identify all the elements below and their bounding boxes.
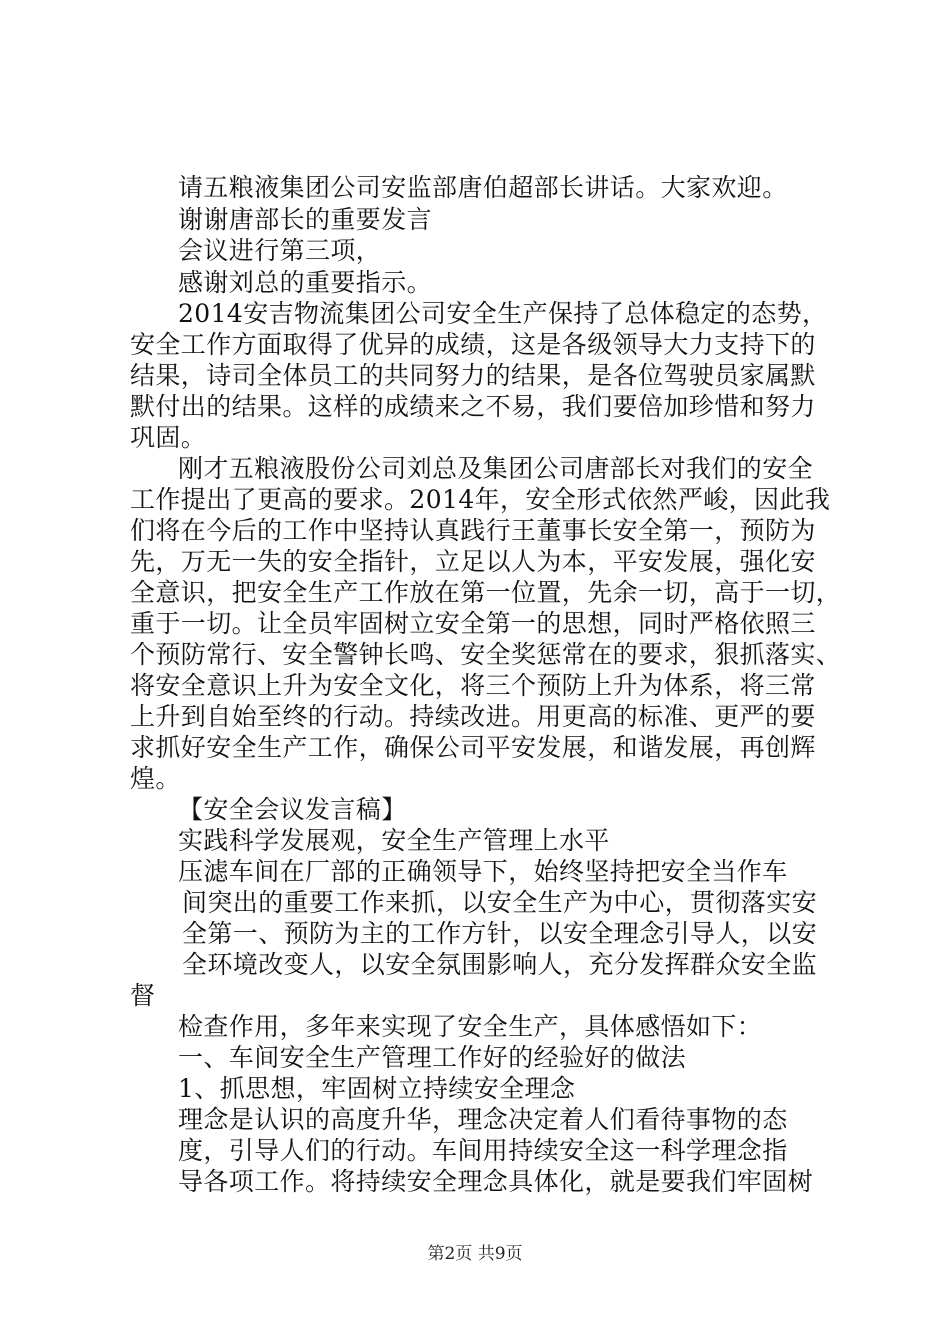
text-line: 结果，诗司全体员工的共同努力的结果，是各位驾驶员家属默 bbox=[130, 361, 816, 390]
text-line: 上升到自始至终的行动。持续改进。用更高的标准、更严的要 bbox=[130, 702, 816, 731]
text-line: 全第一、预防为主的工作方针，以安全理念引导人，以安 bbox=[182, 919, 818, 948]
page-number-footer: 第2页 共9页 bbox=[427, 1244, 523, 1264]
text-line: 工作提出了更高的要求。2014年，安全形式依然严峻，因此我 bbox=[130, 485, 831, 514]
text-line: 个预防常行、安全警钟长鸣、安全奖惩常在的要求，狠抓落实、 bbox=[130, 640, 842, 669]
text-line: 全环境改变人，以安全氛围影响人，充分发挥群众安全监 bbox=[182, 950, 818, 979]
text-line: 度，引导人们的行动。车间用持续安全这一科学理念指 bbox=[178, 1136, 788, 1165]
text-line: 1、抓思想，牢固树立持续安全理念 bbox=[178, 1074, 576, 1103]
text-line: 安全工作方面取得了优异的成绩，这是各级领导大力支持下的 bbox=[130, 330, 816, 359]
text-line: 督 bbox=[130, 981, 156, 1010]
text-line: 检查作用，多年来实现了安全生产，具体感悟如下： bbox=[178, 1012, 763, 1041]
text-line: 请五粮液集团公司安监部唐伯超部长讲话。大家欢迎。 bbox=[178, 173, 788, 202]
text-line: 理念是认识的高度升华，理念决定着人们看待事物的态 bbox=[178, 1105, 788, 1134]
text-line: 煌。 bbox=[130, 764, 181, 793]
text-line: 2014安吉物流集团公司安全生产保持了总体稳定的态势， bbox=[178, 299, 828, 328]
text-line: 谢谢唐部长的重要发言 bbox=[178, 205, 433, 234]
text-line: 巩固。 bbox=[130, 423, 207, 452]
text-line: 实践科学发展观，安全生产管理上水平 bbox=[178, 826, 610, 855]
text-line: 全意识，把安全生产工作放在第一位置，先余一切，高于一切， bbox=[130, 578, 842, 607]
text-line: 一、车间安全生产管理工作好的经验好的做法 bbox=[178, 1043, 687, 1072]
text-line: 先，万无一失的安全指针，立足以人为本，平安发展，强化安 bbox=[130, 547, 816, 576]
text-line: 默付出的结果。这样的成绩来之不易，我们要倍加珍惜和努力 bbox=[130, 392, 816, 421]
section-heading: 【安全会议发言稿】 bbox=[178, 795, 407, 824]
text-line: 导各项工作。将持续安全理念具体化，就是要我们牢固树 bbox=[178, 1167, 814, 1196]
text-line: 重于一切。让全员牢固树立安全第一的思想，同时严格依照三 bbox=[130, 609, 816, 638]
text-line: 们将在今后的工作中坚持认真践行王董事长安全第一，预防为 bbox=[130, 516, 816, 545]
text-line: 感谢刘总的重要指示。 bbox=[178, 268, 433, 297]
text-line: 压滤车间在厂部的正确领导下，始终坚持把安全当作车 bbox=[178, 857, 788, 886]
text-line: 会议进行第三项， bbox=[178, 236, 382, 265]
text-line: 刚才五粮液股份公司刘总及集团公司唐部长对我们的安全 bbox=[178, 454, 814, 483]
text-line: 间突出的重要工作来抓，以安全生产为中心，贯彻落实安 bbox=[182, 888, 818, 917]
text-line: 将安全意识上升为安全文化，将三个预防上升为体系，将三常 bbox=[130, 671, 816, 700]
text-line: 求抓好安全生产工作，确保公司平安发展，和谐发展，再创辉 bbox=[130, 733, 816, 762]
